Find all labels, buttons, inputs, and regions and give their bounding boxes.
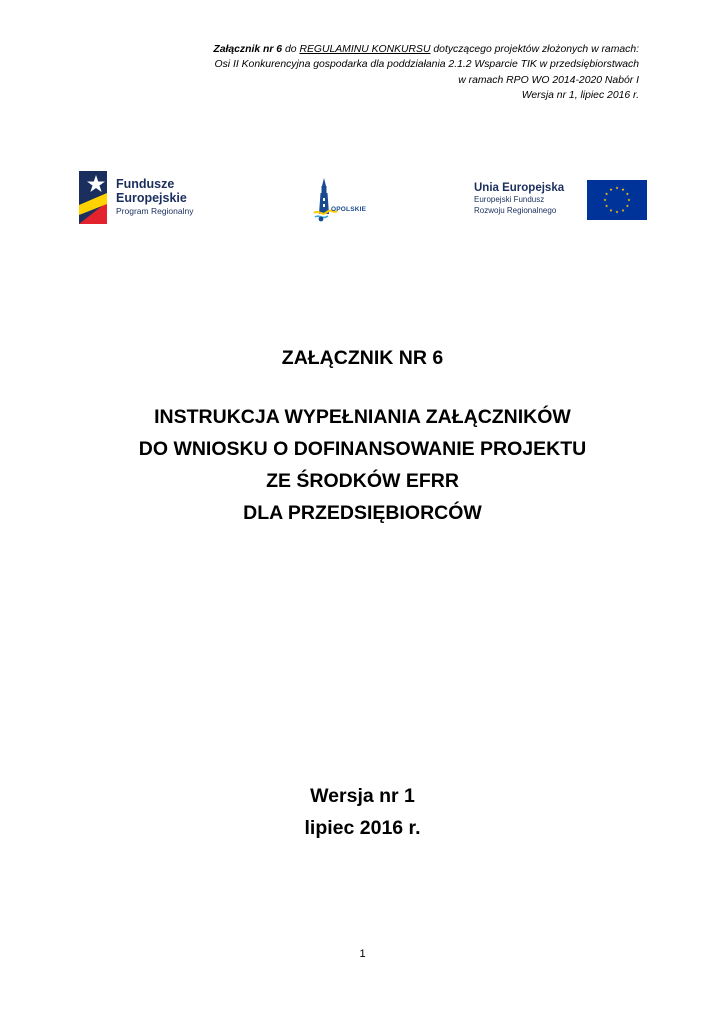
- document-title: [0, 342, 725, 529]
- opolskie-tower-logo-icon: [310, 176, 400, 228]
- header-connector: do: [282, 44, 300, 55]
- title-line-3: DO WNIOSKU O DOFINANSOWANIE PROJEKTU: [138, 438, 587, 460]
- header-line-1: [39, 42, 639, 57]
- unia-europejska-logo: [474, 178, 654, 222]
- fundusze-europejskie-text: [116, 177, 193, 217]
- header-line-2: Osi II Konkurencyjna gospodarka dla poddziałania 2.1.2 Wsparcie TIK w przedsiębiorstwach: [214, 59, 639, 71]
- title-line-4: ZE ŚRODKÓW EFRR: [266, 470, 459, 492]
- opolskie-logo: [310, 176, 400, 228]
- fundusze-europejskie-logo: [79, 171, 229, 227]
- header-line-3: w ramach RPO WO 2014-2020 Nabór I: [458, 74, 639, 86]
- ue-fund-line-1: Europejski Fundusz: [474, 195, 545, 204]
- fundusze-program: Program Regionalny: [116, 206, 194, 216]
- header-note: [39, 42, 639, 104]
- fundusze-line-1: Fundusze: [116, 177, 175, 191]
- version-number: Wersja nr 1: [310, 785, 415, 807]
- fundusze-europejskie-logo-icon: [79, 171, 107, 224]
- header-regulation-link: REGULAMINU KONKURSU: [299, 44, 431, 55]
- unia-europejska-text: [474, 181, 564, 216]
- ue-title: Unia Europejska: [474, 182, 565, 194]
- page-number: 1: [359, 948, 366, 960]
- title-line-5: DLA PRZEDSIĘBIORCÓW: [243, 502, 482, 524]
- ue-fund-line-2: Rozwoju Regionalnego: [474, 205, 557, 215]
- header-attachment-label: Załącznik nr 6: [213, 44, 283, 55]
- version-block: [0, 780, 725, 844]
- header-line-1-rest: dotyczącego projektów złożonych w ramach:: [430, 44, 639, 55]
- version-date: lipiec 2016 r.: [304, 817, 421, 839]
- title-attachment-number: ZAŁĄCZNIK NR 6: [281, 347, 444, 369]
- eu-flag-icon: [587, 180, 647, 220]
- opolskie-text: OPOLSKIE: [331, 206, 367, 213]
- fundusze-line-2: Europejskie: [116, 191, 187, 205]
- logo-band: [66, 158, 660, 234]
- title-line-2: INSTRUKCJA WYPEŁNIANIA ZAŁĄCZNIKÓW: [154, 406, 571, 428]
- header-line-4: Wersja nr 1, lipiec 2016 r.: [521, 90, 639, 102]
